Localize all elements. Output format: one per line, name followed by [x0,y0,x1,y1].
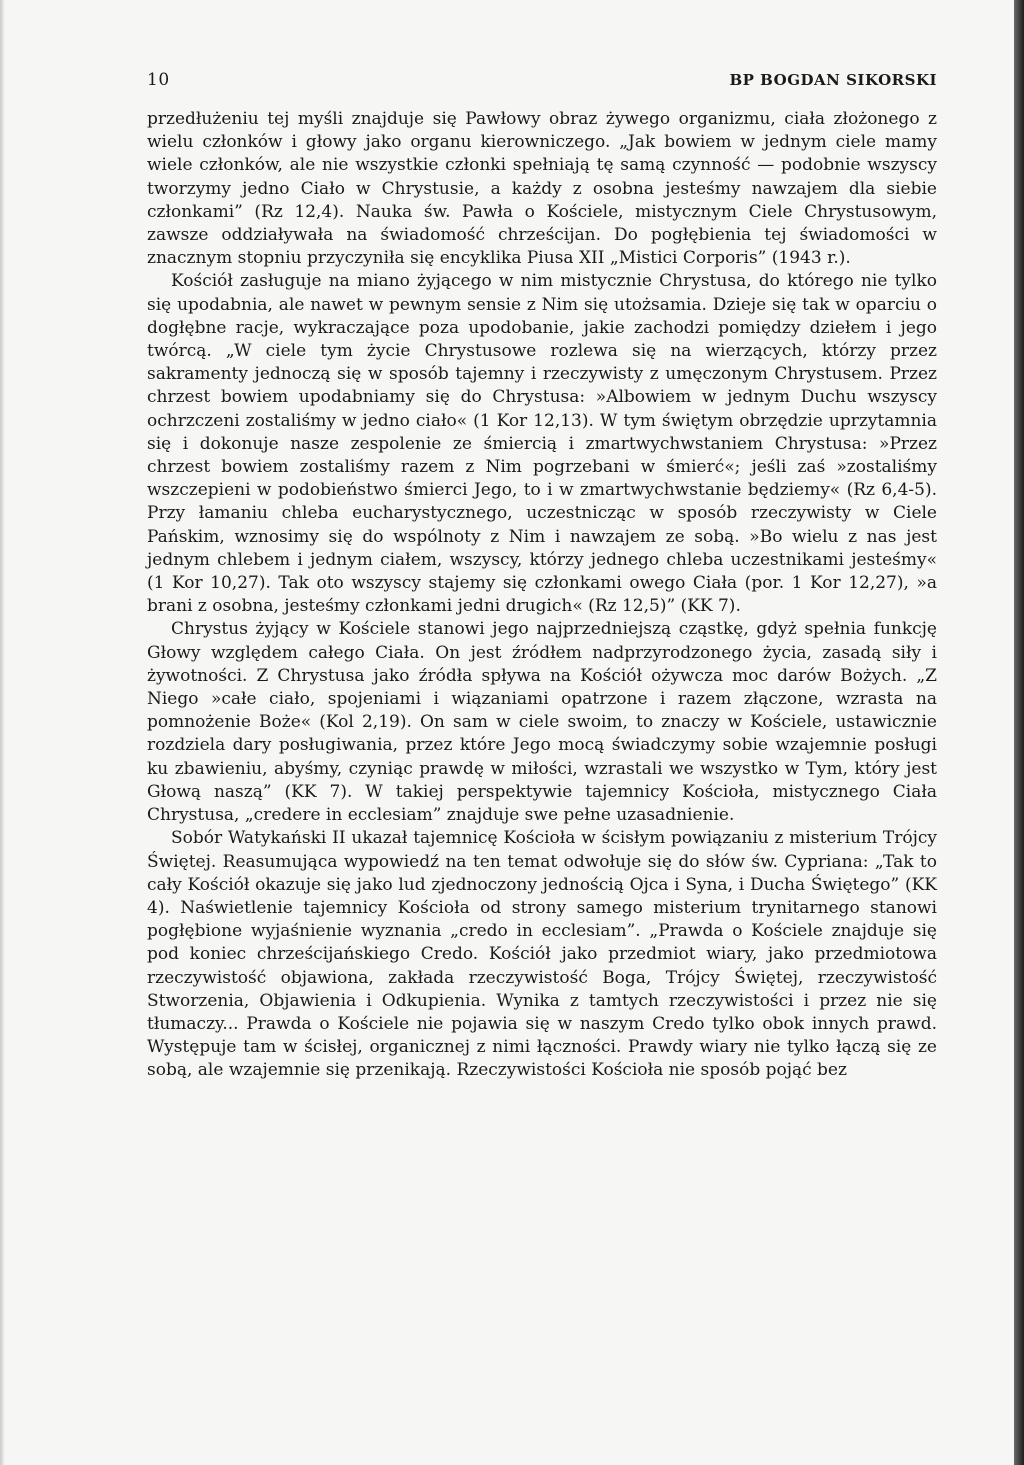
paragraph-2: Kościół zasługuje na miano żyjącego w nim mistycznie Chrystusa, do którego nie tylko się upodabnia, ale nawet w pewnym sensie z Nim się utożsamia. Dzieje się tak w oparciu o dogłębne racje, wykraczające poza upodobanie, jakie zachodzi pomiędzy dziełem i jego twórcą. „W ciele tym życie Chrystusowe rozlewa się na wierzących, którzy przez sakramenty jednoczą się w sposób tajemny i rzeczywisty z umęczonym Chrystusem. Przez chrzest bowiem upodabniamy się do Chrystusa: »Albowiem w jednym Duchu wszyscy ochrzczeni zostaliśmy w jedno ciało« (1 Kor 12,13). W tym świętym obrzędzie uprzytamnia się i dokonuje nasze zespolenie ze śmiercią i zmartwychwstaniem Chrystusa: »Przez chrzest bowiem zostaliśmy razem z Nim pogrzebani w śmierć«; jeśli zaś »zostaliśmy wszczepieni w podobieństwo śmierci Jego, to i w zmartwychwstanie będziemy« (Rz 6,4-5). Przy łamaniu chleba eucharystycznego, uczestnicząc w sposób rzeczywisty w Ciele Pańskim, wznosimy się do wspólnoty z Nim i nawzajem ze sobą. »Bo wielu z nas jest jednym chlebem i jednym ciałem, wszyscy, którzy jednego chleba uczestnikami jesteśmy« (1 Kor 10,27). Tak oto wszyscy stajemy się członkami owego Ciała (por. 1 Kor 12,27), »a brani z osobna, jesteśmy członkami jedni drugich« (Rz 12,5)” (KK 7). [147,271,937,617]
page-number: 10 [147,70,170,90]
paragraph-3: Chrystus żyjący w Kościele stanowi jego najprzedniejszą cząstkę, gdyż spełnia funkcję Głowy względem całego Ciała. On jest źródłem nadprzyrodzonego życia, zasadą siły i żywotności. Z Chrystusa jako źródła spływa na Kościół ożywcza moc darów Bożych. „Z Niego »całe ciało, spojeniami i wiązaniami opatrzone i razem złączone, wzrasta na pomnożenie Boże« (Kol 2,19). On sam w ciele swoim, to znaczy w Kościele, ustawicznie rozdziela dary posługiwania, przez które Jego mocą świadczymy sobie wzajemnie posługi ku zbawieniu, abyśmy, czyniąc prawdę w miłości, wzrastali we wszystko w Tym, który jest Głową naszą” (KK 7). W takiej perspektywie tajemnicy Kościoła, mistycznego Ciała Chrystusa, „credere in ecclesiam” znajduje swe pełne uzasadnienie. [147,619,937,826]
scan-right-edge [1014,0,1024,1465]
running-head: BP BOGDAN SIKORSKI [729,71,937,89]
book-page [147,70,937,1083]
body-text [147,108,937,1083]
paragraph-4: Sobór Watykański II ukazał tajemnicę Kościoła w ścisłym powiązaniu z misterium Trójcy Świętej. Reasumująca wypowiedź na ten temat odwołuje się do słów św. Cypriana: „Tak to cały Kościół okazuje się jako lud zjednoczony jednością Ojca i Syna, i Ducha Świętego” (KK 4). Naświetlenie tajemnicy Kościoła od strony samego misterium trynitarnego stanowi pogłębione wyjaśnienie wyznania „credo in ecclesiam”. „Prawda o Kościele znajduje się pod koniec chrześcijańskiego Credo. Kościół jako przedmiot wiary, jako przedmiotowa rzeczywistość objawiona, zakłada rzeczywistość Boga, Trójcy Świętej, rzeczywistość Stworzenia, Objawienia i Odkupienia. Wynika z tamtych rzeczywistości i przez nie się tłumaczy... Prawda o Kościele nie pojawia się w naszym Credo tylko obok innych prawd. Występuje tam w ścisłej, organicznej z nimi łączności. Prawdy wiary nie tylko łączą się ze sobą, ale wzajemnie się przenikają. Rzeczywistości Kościoła nie sposób pojąć bez [147,828,937,1081]
scan-left-edge [0,0,5,1465]
page-header [147,70,937,108]
paragraph-1: przedłużeniu tej myśli znajduje się Pawłowy obraz żywego organizmu, ciała złożonego z wielu członków i głowy jako organu kierowniczego. „Jak bowiem w jednym ciele mamy wiele członków, ale nie wszystkie członki spełniają tę samą czynność — podobnie wszyscy tworzymy jedno Ciało w Chrystusie, a każdy z osobna jesteśmy nawzajem dla siebie członkami” (Rz 12,4). Nauka św. Pawła o Kościele, mistycznym Ciele Chrystusowym, zawsze oddziaływała na świadomość chrześcijan. Do pogłębienia tej świadomości w znacznym stopniu przyczyniła się encyklika Piusa XII „Mistici Corporis” (1943 r.). [147,109,937,269]
